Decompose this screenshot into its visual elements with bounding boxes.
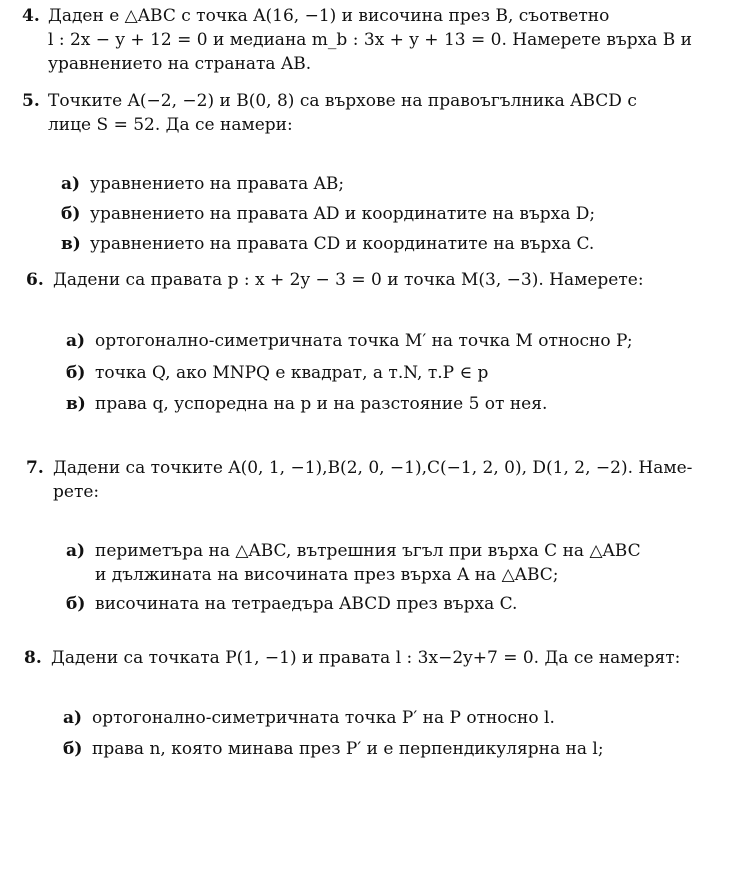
problem-4-line-2: l : 2x − y + 12 = 0 и медиана m_b : 3x + y + 13 = 0. Намерете върха B и	[48, 30, 692, 50]
problem-4-line-3: уравнението на страната AB.	[48, 54, 312, 74]
problem-6-line-1: Дадени са правата p : x + 2y − 3 = 0 и точка M(3, −3). Намерете:	[53, 270, 644, 290]
problem-5-item-b-text: уравнението на правата AD и координатите на върха D;	[90, 204, 596, 224]
problem-7-item-b-label: б)	[66, 594, 86, 614]
problem-8-item-a-label: а)	[63, 708, 83, 728]
problem-5-item-c-text: уравнението на правата CD и координатите на върха C.	[90, 234, 595, 254]
problem-8-line-1: Дадени са точката P(1, −1) и правата l : 3x−2y+7 = 0. Да се намерят:	[51, 648, 681, 668]
problem-7-item-a-text-1: периметъра на △ABC, вътрешния ъгъл при върха C на △ABC	[95, 541, 641, 561]
problem-8-item-b-text: права n, която минава през P′ и е перпендикулярна на l;	[92, 739, 604, 759]
problem-7-number: 7.	[26, 458, 44, 478]
problem-6-item-c-text: права q, успоредна на p и на разстояние 5 от нея.	[95, 394, 548, 414]
problem-7-line-2: рете:	[53, 482, 100, 502]
problem-7-item-b-text: височината на тетраедъра ABCD през върха C.	[95, 594, 518, 614]
problem-4-number: 4.	[22, 6, 40, 26]
problem-7-item-a-label: а)	[66, 541, 86, 561]
problem-7-line-1: Дадени са точките A(0, 1, −1),B(2, 0, −1),C(−1, 2, 0), D(1, 2, −2). Наме-	[53, 458, 693, 478]
problem-6-item-c-label: в)	[66, 394, 86, 414]
problem-4-line-1: Даден е △ABC с точка A(16, −1) и височина през B, съответно	[48, 6, 610, 26]
problem-6-item-b-label: б)	[66, 363, 86, 383]
problem-5-number: 5.	[22, 91, 40, 111]
problem-5-line-2: лице S = 52. Да се намери:	[48, 115, 293, 135]
problem-8-item-a-text: ортогонално-симетричната точка P′ на P относно l.	[92, 708, 555, 728]
problem-7-item-a-text-2: и дължината на височината през върха A на △ABC;	[95, 565, 559, 585]
problem-5-item-b-label: б)	[61, 204, 81, 224]
problem-5-line-1: Точките A(−2, −2) и B(0, 8) са върхове на правоъгълника ABCD с	[48, 91, 637, 111]
problem-6-item-a-label: а)	[66, 331, 86, 351]
problem-5-item-a-text: уравнението на правата AB;	[90, 174, 345, 194]
problem-6-item-b-text: точка Q, ако MNPQ е квадрат, а т.N, т.P ∈ p	[95, 363, 489, 383]
problem-8-item-b-label: б)	[63, 739, 83, 759]
problem-5-item-c-label: в)	[61, 234, 81, 254]
problem-8-number: 8.	[24, 648, 42, 668]
problem-6-item-a-text: ортогонално-симетричната точка M′ на точка M относно P;	[95, 331, 633, 351]
problem-5-item-a-label: а)	[61, 174, 81, 194]
problem-6-number: 6.	[26, 270, 44, 290]
